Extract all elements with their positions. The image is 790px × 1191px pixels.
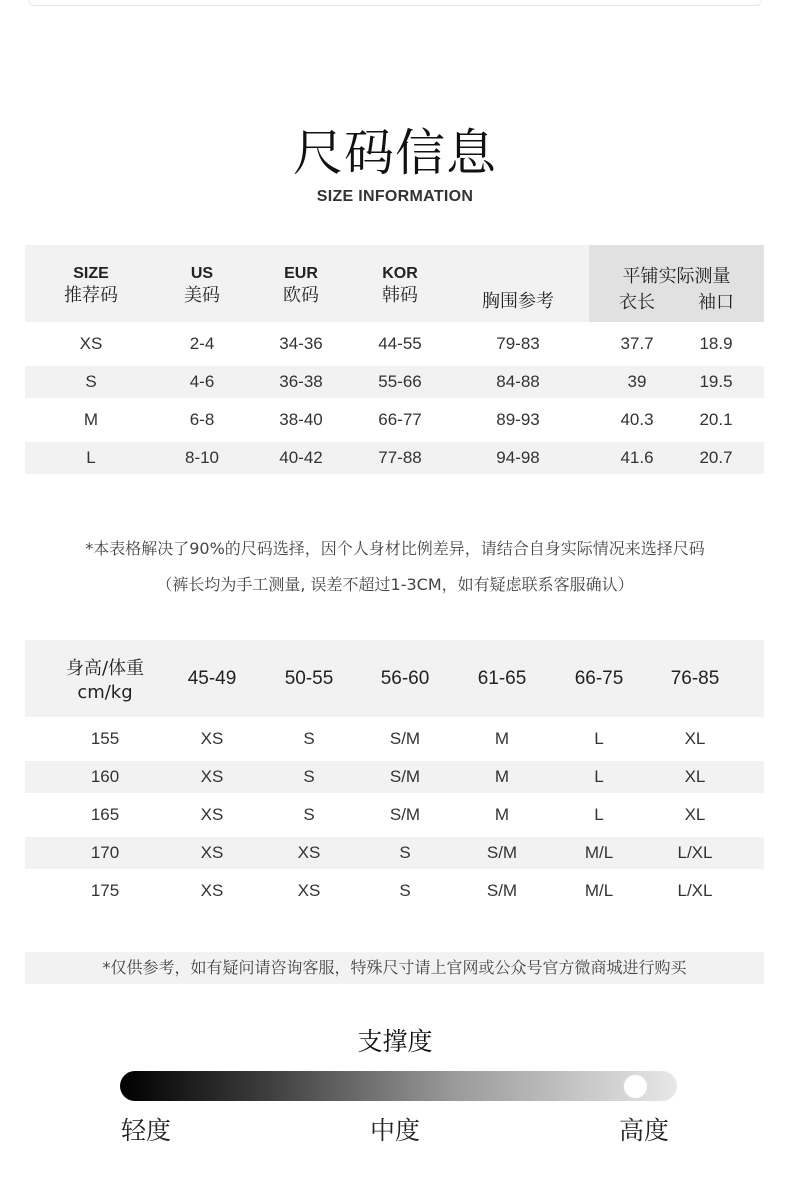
table-row [25, 322, 764, 366]
table-row [25, 366, 764, 398]
table-cell: 77-88 [378, 448, 422, 467]
height-weight-note: *仅供参考，如有疑问请咨询客服，特殊尺寸请上官网或公众号官方微商城进行购买 [25, 952, 764, 984]
size-cell: XS [200, 881, 224, 900]
table-cell: 20.7 [699, 448, 733, 467]
size-cell: XS [200, 805, 224, 824]
table-cell: 38-40 [279, 410, 323, 429]
table-cell: 94-98 [496, 448, 540, 467]
size-cell: M [494, 767, 510, 786]
table-row [25, 442, 764, 474]
table-cell: 55-66 [378, 372, 422, 391]
table-cell: 20.1 [699, 410, 733, 429]
table-cell: 79-83 [496, 334, 540, 353]
table-cell: 84-88 [496, 372, 540, 391]
height-cell: 165 [90, 805, 120, 824]
size-cell: S [399, 881, 411, 900]
table-row [25, 793, 764, 837]
height-cell: 155 [90, 729, 120, 748]
size-cell: S [303, 729, 315, 748]
header-kor: KOR 韩码 [382, 265, 418, 306]
table-cell: 18.9 [699, 334, 733, 353]
table-cell: 39 [627, 372, 647, 391]
support-title: 支撑度 [357, 1027, 433, 1056]
size-cell: S [303, 805, 315, 824]
support-level-high: 高度 [618, 1116, 669, 1145]
table-cell: 2-4 [189, 334, 215, 353]
size-cell: S [399, 843, 411, 862]
weight-header-cell: 45-49 [187, 667, 237, 689]
size-cell: M/L [584, 843, 614, 862]
size-cell: L/XL [677, 843, 713, 862]
size-cell: L [594, 767, 604, 786]
table-cell: 89-93 [496, 410, 540, 429]
table-cell: 37.7 [620, 334, 654, 353]
table-row [25, 837, 764, 869]
height-weight-label [35, 657, 175, 705]
size-cell: XS [200, 843, 224, 862]
height-weight-label-line2: cm/kg [77, 682, 133, 703]
table-cell: 36-38 [279, 372, 323, 391]
page-title: 尺码信息 [293, 124, 497, 182]
size-note-2: （裤长均为手工测量, 误差不超过1-3CM，如有疑虑联系客服确认） [156, 575, 634, 594]
table-cell: XS [79, 334, 103, 353]
table-cell: 34-36 [279, 334, 323, 353]
weight-header-cell: 76-85 [670, 667, 720, 689]
size-cell: L [594, 729, 604, 748]
support-level-medium: 中度 [369, 1116, 420, 1145]
table-cell: 40.3 [620, 410, 654, 429]
table-cell: S [85, 372, 97, 391]
weight-header-cell: 56-60 [380, 667, 430, 689]
height-weight-label-line1: 身高/体重 [65, 658, 145, 679]
header-sleeve: 袖口 [698, 292, 734, 313]
header-flat-measure: 平铺实际测量 [622, 266, 731, 287]
size-cell: M/L [584, 881, 614, 900]
size-cell: L/XL [677, 881, 713, 900]
table-cell: 8-10 [184, 448, 220, 467]
weight-header-cell: 61-65 [477, 667, 527, 689]
table-cell: 44-55 [378, 334, 422, 353]
size-cell: M [494, 729, 510, 748]
weight-header-cell: 66-75 [574, 667, 624, 689]
size-cell: XS [297, 843, 321, 862]
height-cell: 160 [90, 767, 120, 786]
height-weight-table [25, 640, 764, 913]
header-length: 衣长 [619, 292, 655, 313]
size-table-body [25, 322, 764, 474]
header-bust: 胸围参考 [482, 291, 554, 312]
support-gradient-bar [120, 1071, 677, 1101]
size-cell: XS [200, 729, 224, 748]
size-table-header [25, 245, 764, 322]
page-subtitle: SIZE INFORMATION [316, 188, 474, 205]
header-size: SIZE 推荐码 [64, 265, 118, 306]
table-cell: 4-6 [189, 372, 215, 391]
size-note-1: *本表格解决了90%的尺码选择，因个人身材比例差异，请结合自身实际情况来选择尺码 [85, 539, 705, 558]
table-cell: M [83, 410, 99, 429]
top-divider [28, 0, 762, 6]
size-cell: S/M [389, 767, 421, 786]
size-cell: S/M [486, 843, 518, 862]
table-cell: 40-42 [279, 448, 323, 467]
size-cell: M [494, 805, 510, 824]
table-row [25, 717, 764, 761]
table-cell: 41.6 [620, 448, 654, 467]
size-cell: S/M [486, 881, 518, 900]
size-cell: XL [684, 805, 706, 824]
table-cell: 6-8 [189, 410, 215, 429]
table-row [25, 761, 764, 793]
header-us: US 美码 [184, 265, 220, 306]
support-level-light: 轻度 [120, 1116, 171, 1145]
size-table [25, 245, 764, 474]
table-row [25, 398, 764, 442]
size-cell: XS [200, 767, 224, 786]
height-weight-body [25, 717, 764, 913]
support-level-indicator [623, 1074, 648, 1099]
size-cell: S [303, 767, 315, 786]
table-cell: 19.5 [699, 372, 733, 391]
header-eur: EUR 欧码 [283, 265, 319, 306]
size-cell: XL [684, 767, 706, 786]
size-cell: L [594, 805, 604, 824]
weight-header-cell: 50-55 [284, 667, 334, 689]
height-weight-header [25, 640, 764, 717]
height-cell: 170 [90, 843, 120, 862]
table-cell: 66-77 [378, 410, 422, 429]
table-cell: L [86, 448, 96, 467]
size-cell: XL [684, 729, 706, 748]
table-row [25, 869, 764, 913]
size-cell: XS [297, 881, 321, 900]
size-cell: S/M [389, 805, 421, 824]
size-cell: S/M [389, 729, 421, 748]
height-cell: 175 [90, 881, 120, 900]
